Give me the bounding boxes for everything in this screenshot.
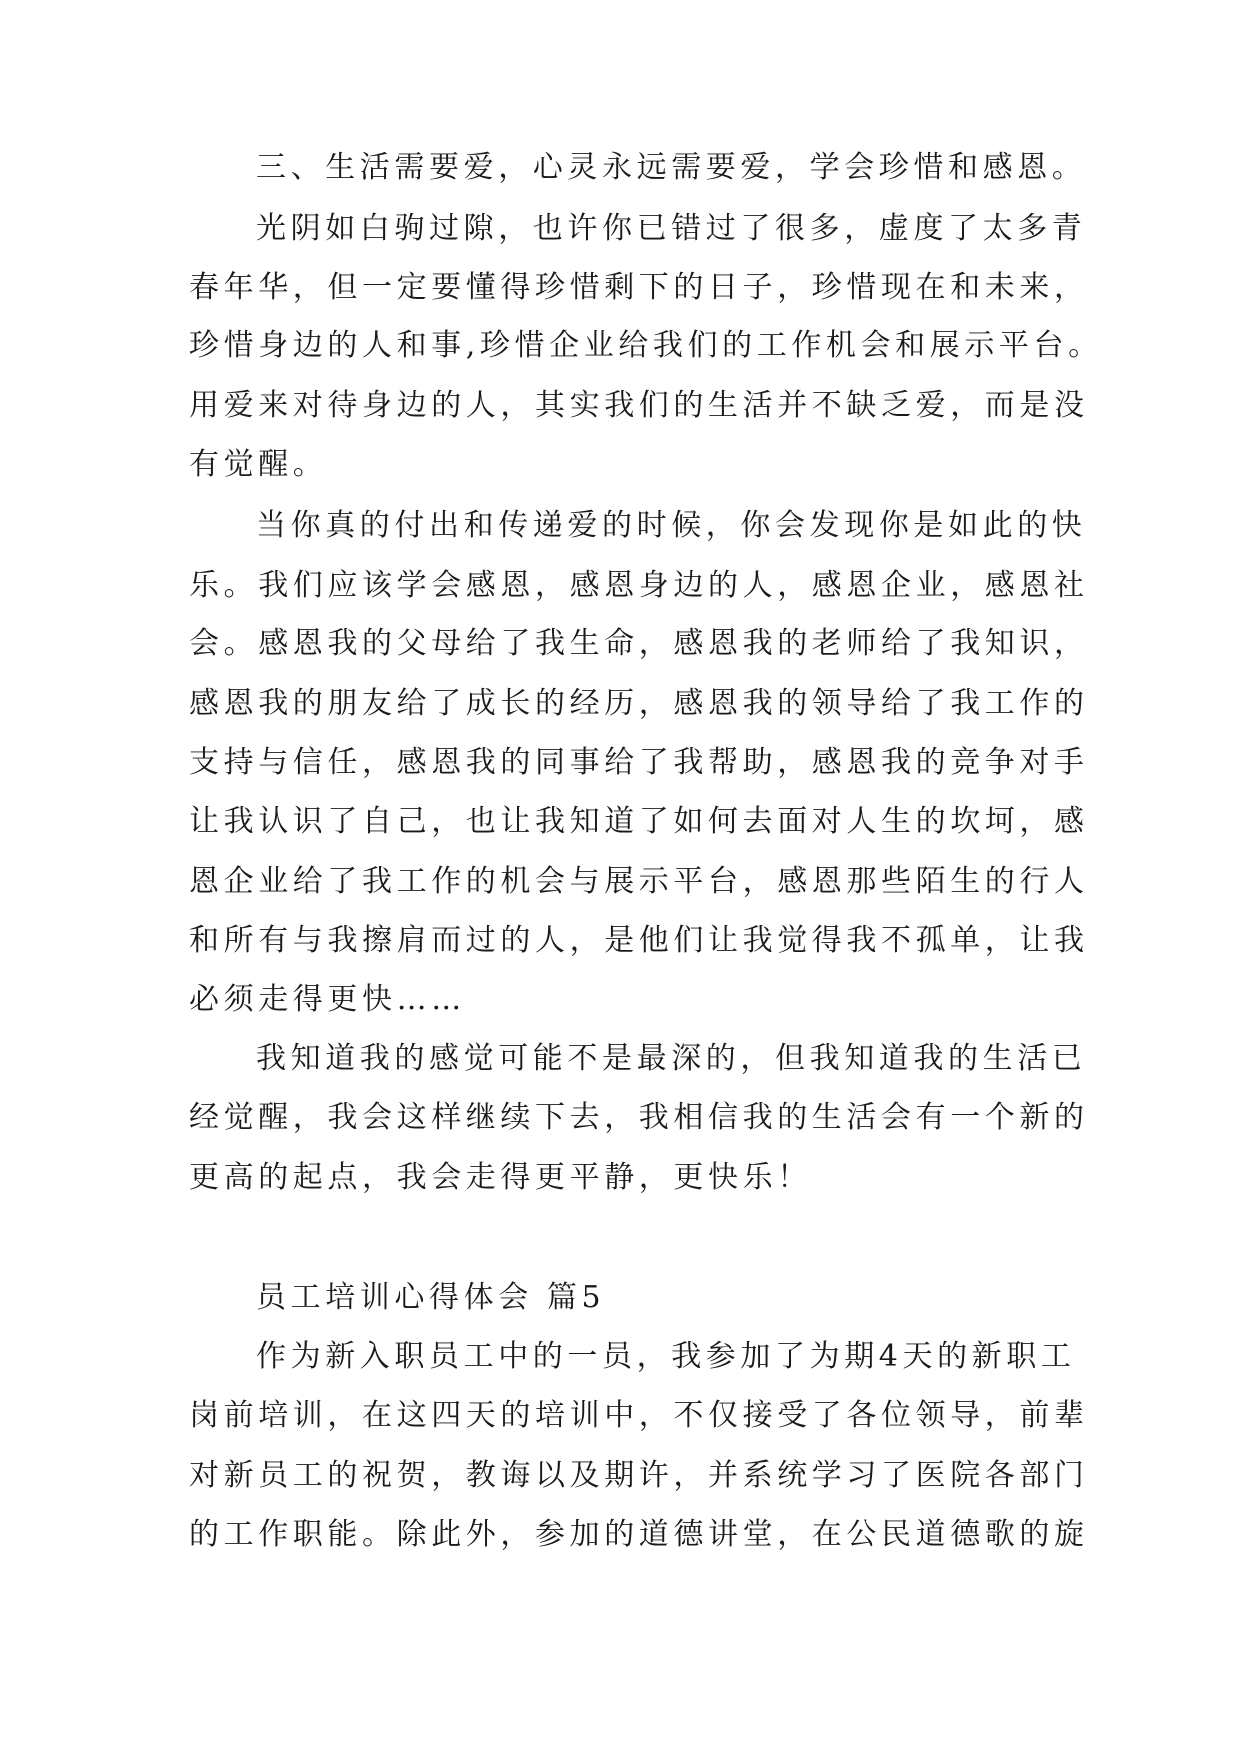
paragraph-line: 感恩我的朋友给了成长的经历，感恩我的领导给了我工作的 [189, 686, 1089, 721]
paragraph-line: 必须走得更快…… [189, 982, 466, 1017]
paragraph-line: 对新员工的祝贺，教诲以及期许，并系统学习了医院各部门 [189, 1458, 1089, 1493]
paragraph-line: 支持与信任，感恩我的同事给了我帮助，感恩我的竞争对手 [189, 745, 1089, 780]
paragraph-line: 光阴如白驹过隙，也许你已错过了很多，虚度了太多青 [256, 211, 1087, 246]
paragraph-line: 用爱来对待身边的人，其实我们的生活并不缺乏爱，而是没 [189, 388, 1089, 423]
paragraph-line: 会。感恩我的父母给了我生命，感恩我的老师给了我知识， [189, 626, 1089, 661]
paragraph-line: 我知道我的感觉可能不是最深的，但我知道我的生活已 [256, 1041, 1087, 1076]
paragraph-line: 的工作职能。除此外，参加的道德讲堂，在公民道德歌的旋 [189, 1517, 1089, 1552]
paragraph-line: 当你真的付出和传递爱的时候，你会发现你是如此的快 [256, 508, 1087, 543]
paragraph-line: 作为新入职员工中的一员，我参加了为期4天的新职工 [256, 1339, 1076, 1374]
paragraph-line: 春年华，但一定要懂得珍惜剩下的日子，珍惜现在和未来， [189, 270, 1089, 305]
article-title: 员工培训心得体会 篇5 [256, 1280, 606, 1315]
paragraph-line: 让我认识了自己，也让我知道了如何去面对人生的坎坷，感 [189, 804, 1089, 839]
paragraph-line: 恩企业给了我工作的机会与展示平台，感恩那些陌生的行人 [189, 864, 1089, 899]
paragraph-line: 更高的起点，我会走得更平静，更快乐！ [189, 1160, 812, 1195]
section-heading-3: 三、生活需要爱，心灵永远需要爱，学会珍惜和感恩。 [256, 150, 1087, 185]
paragraph-line: 经觉醒，我会这样继续下去，我相信我的生活会有一个新的 [189, 1100, 1089, 1135]
paragraph-line: 珍惜身边的人和事,珍惜企业给我们的工作机会和展示平台。 [189, 328, 1103, 363]
paragraph-line: 和所有与我擦肩而过的人，是他们让我觉得我不孤单，让我 [189, 923, 1089, 958]
paragraph-line: 岗前培训，在这四天的培训中，不仅接受了各位领导，前辈 [189, 1398, 1089, 1433]
paragraph-line: 有觉醒。 [189, 447, 328, 482]
paragraph-line: 乐。我们应该学会感恩，感恩身边的人，感恩企业，感恩社 [189, 568, 1089, 603]
